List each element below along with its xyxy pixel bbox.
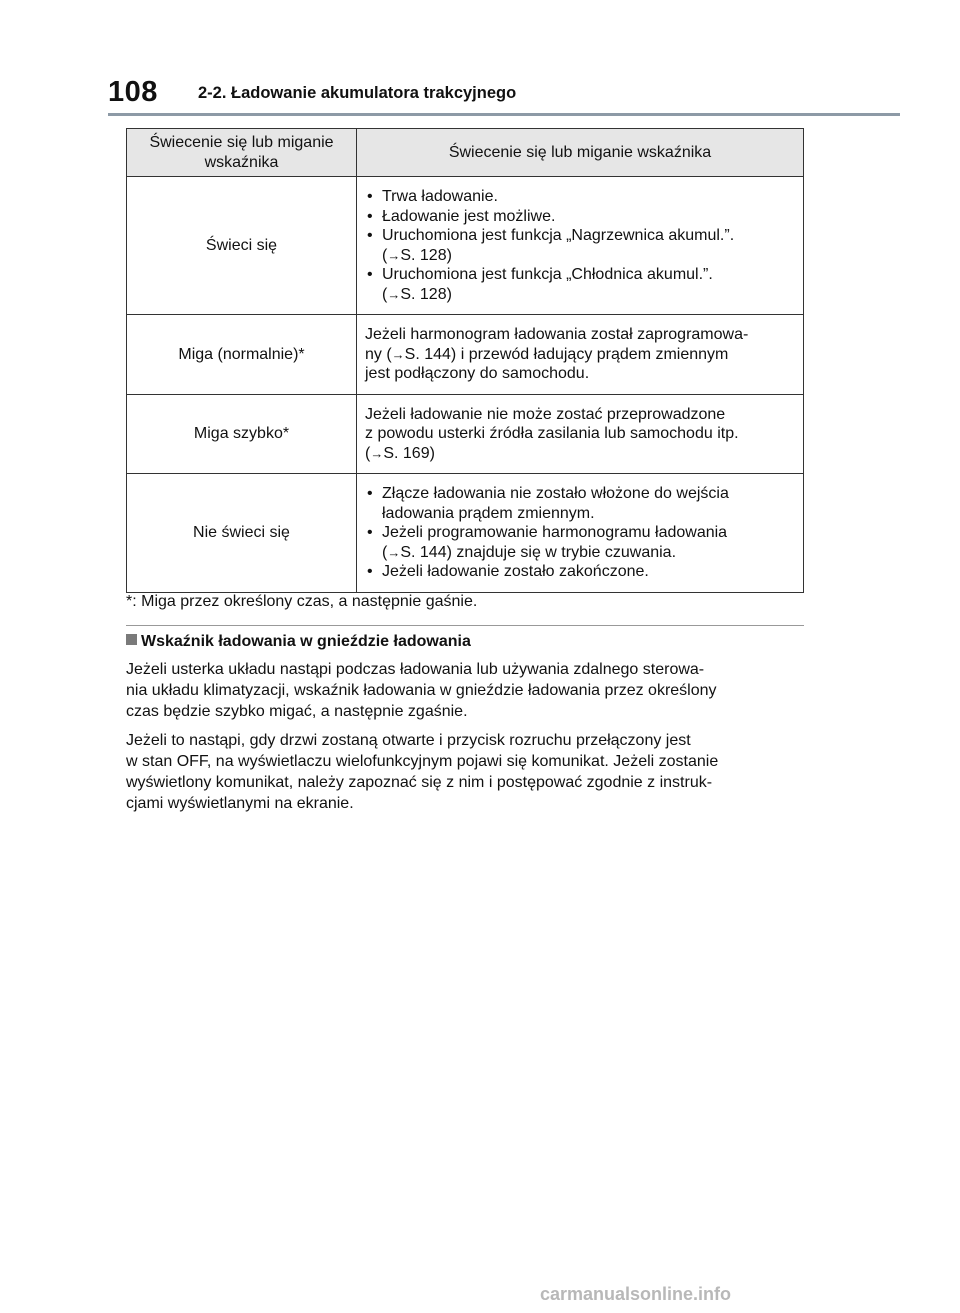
status-cell: Nie świeci się	[127, 474, 357, 593]
header-divider	[108, 113, 900, 116]
description-cell: Jeżeli ładowanie nie może zostać przeprowadzone z powodu usterki źródła zasilania lub samochodu itp. (→S. 169)	[357, 394, 804, 474]
page-number: 108	[108, 76, 158, 108]
square-bullet-icon	[126, 634, 137, 645]
status-cell: Świeci się	[127, 177, 357, 315]
status-cell: Miga (normalnie)*	[127, 315, 357, 395]
arrow-icon: →	[391, 346, 405, 362]
description-cell	[357, 474, 804, 593]
indicator-table	[126, 128, 804, 593]
paragraph-2: Jeżeli to nastąpi, gdy drzwi zostaną otwarte i przycisk rozruchu przełączony jest w stan OFF, na wyświetlaczu wielofunkcyjnym pojawi się komunikat. Jeżeli zostanie wyświetlony komunikat, należy zapoznać się z nim i postępować zgodnie z instruk- cjami wyświetlanymi na ekranie.	[126, 732, 719, 812]
page-header	[0, 0, 960, 120]
section-divider	[126, 625, 804, 626]
table-footnote: *: Miga przez określony czas, a następnie gaśnie.	[126, 593, 478, 610]
list-item: • Trwa ładowanie.	[365, 187, 797, 207]
list-item: • Uruchomiona jest funkcja „Nagrzewnica akumul.”. (→S. 128)	[365, 226, 797, 265]
column-header-meaning: Świecenie się lub miganie wskaźnika	[357, 129, 804, 177]
table-row	[127, 474, 804, 593]
list-item: • Jeżeli ładowanie zostało zakończone.	[365, 562, 797, 582]
description-cell: Jeżeli harmonogram ładowania został zaprogramowa- ny (→S. 144) i przewód ładujący prądem zmiennym jest podłączony do samochodu.	[357, 315, 804, 395]
list-item: • Uruchomiona jest funkcja „Chłodnica akumul.”. (→S. 128)	[365, 265, 797, 304]
column-header-status: Świecenie się lub miganie wskaźnika	[127, 129, 357, 177]
section-title: 2-2. Ładowanie akumulatora trakcyjnego	[198, 84, 517, 102]
arrow-icon: →	[387, 544, 401, 560]
list-item: • Złącze ładowania nie zostało włożone do wejścia ładowania prądem zmiennym.	[365, 484, 797, 523]
arrow-icon: →	[370, 445, 384, 461]
table-row	[127, 177, 804, 315]
table-row	[127, 394, 804, 474]
arrow-icon: →	[387, 247, 401, 263]
table-row	[127, 315, 804, 395]
table-header-row	[127, 129, 804, 177]
status-cell: Miga szybko*	[127, 394, 357, 474]
watermark: carmanualsonline.info	[540, 1284, 732, 1304]
arrow-icon: →	[387, 286, 401, 302]
list-item: • Ładowanie jest możliwe.	[365, 207, 797, 227]
paragraph-1: Jeżeli usterka układu nastąpi podczas ładowania lub używania zdalnego sterowa- nia układu klimatyzacji, wskaźnik ładowania w gnieździe ładowania przez określony czas będzie szybko migać, a następnie zgaśnie.	[126, 661, 717, 720]
section-heading: Wskaźnik ładowania w gnieździe ładowania	[126, 633, 471, 651]
description-cell	[357, 177, 804, 315]
list-item: • Jeżeli programowanie harmonogramu ładowania (→S. 144) znajduje się w trybie czuwania.	[365, 523, 797, 562]
